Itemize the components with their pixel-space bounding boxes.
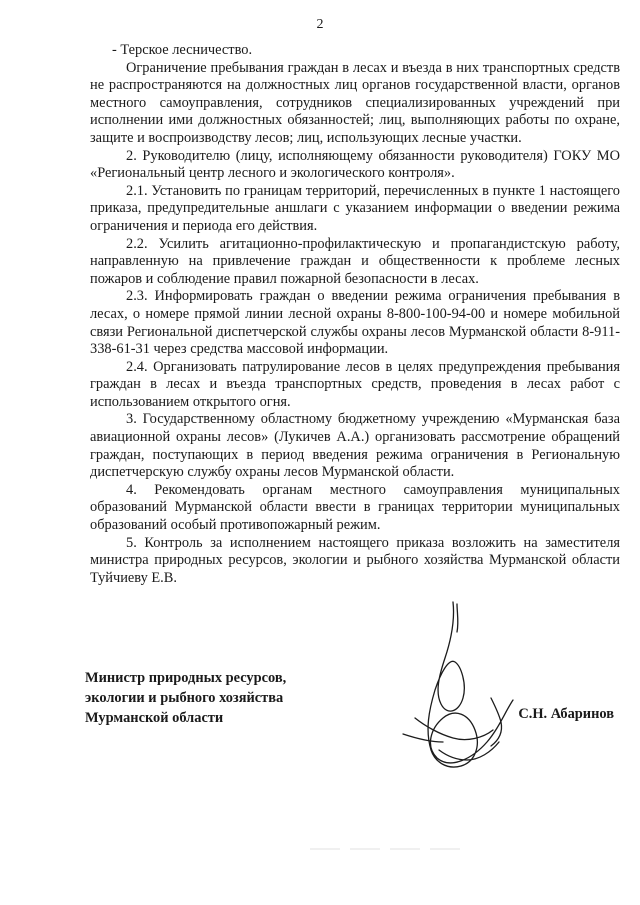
signatory-name: С.Н. Абаринов xyxy=(518,706,614,722)
signatory-title-line-1: Министр природных ресурсов, xyxy=(85,670,287,686)
paragraph-forestry-item: - Терское лесничество. xyxy=(112,42,253,58)
paragraph-item-2-1: 2.1. Установить по границам территорий, перечисленных в пункте 1 настоящего приказа, предупредительные аншлаги с указанием информации о введении режима ограничения и периода его действия. xyxy=(90,182,620,234)
paragraph-item-4: 4. Рекомендовать органам местного самоуправления муниципальных образований Мурманской области ввести в границах территории муниципальных образований особый противопожарный режим. xyxy=(90,481,620,534)
handwritten-signature xyxy=(395,600,525,775)
paragraph-item-3: 3. Государственному областному бюджетному учреждению «Мурманская база авиационной охраны лесов» (Лукичев А.А.) организовать рассмотрение обращений граждан, поступающих в период введения режима ограничения в Региональную диспетчерскую службу охраны лесов Мурманской области. xyxy=(90,411,620,481)
signatory-title-line-3: Мурманской области xyxy=(85,710,224,726)
page-number: 2 xyxy=(316,17,324,32)
paragraph-item-2-4: 2.4. Организовать патрулирование лесов в целях предупреждения пребывания граждан в лесах и въезда транспортных средств, проведения в лесах работ с использованием открытого огня. xyxy=(90,358,620,410)
paragraph-item-2-3: 2.3. Информировать граждан о введении режима ограничения пребывания в лесах, о номере прямой линии лесной охраны 8-800-100-94-00 и номере мобильной связи Региональной диспетчерской службы охраны лесов Мурманской области 8-911-338-61-31 через средства массовой информации. xyxy=(90,288,620,358)
scan-artifact xyxy=(310,846,460,852)
document-body xyxy=(90,42,620,587)
signatory-title-line-2: экологии и рыбного хозяйства xyxy=(85,690,284,706)
paragraph-item-5: 5. Контроль за исполнением настоящего приказа возложить на заместителя министра природных ресурсов, экологии и рыбного хозяйства Мурманской области Туйчиеву Е.В. xyxy=(90,534,620,586)
paragraph-restriction-exceptions: Ограничение пребывания граждан в лесах и въезда в них транспортных средств не распространяются на должностных лиц органов государственной власти, органов местного самоуправления, сотрудников специализированных учреждений при исполнении ими должностных обязанностей; лиц, выполняющих работы по охране, защите и воспроизводству лесов; лиц, использующих лесные участки. xyxy=(90,59,620,146)
paragraph-item-2-2: 2.2. Усилить агитационно-профилактическую и пропагандистскую работу, направленную на привлечение граждан и общественности к проблеме лесных пожаров и соблюдение правил пожарной безопасности в лесах. xyxy=(90,235,620,287)
paragraph-item-2: 2. Руководителю (лицу, исполняющему обязанности руководителя) ГОКУ МО «Региональный центр лесного и экологического контроля». xyxy=(90,147,620,182)
